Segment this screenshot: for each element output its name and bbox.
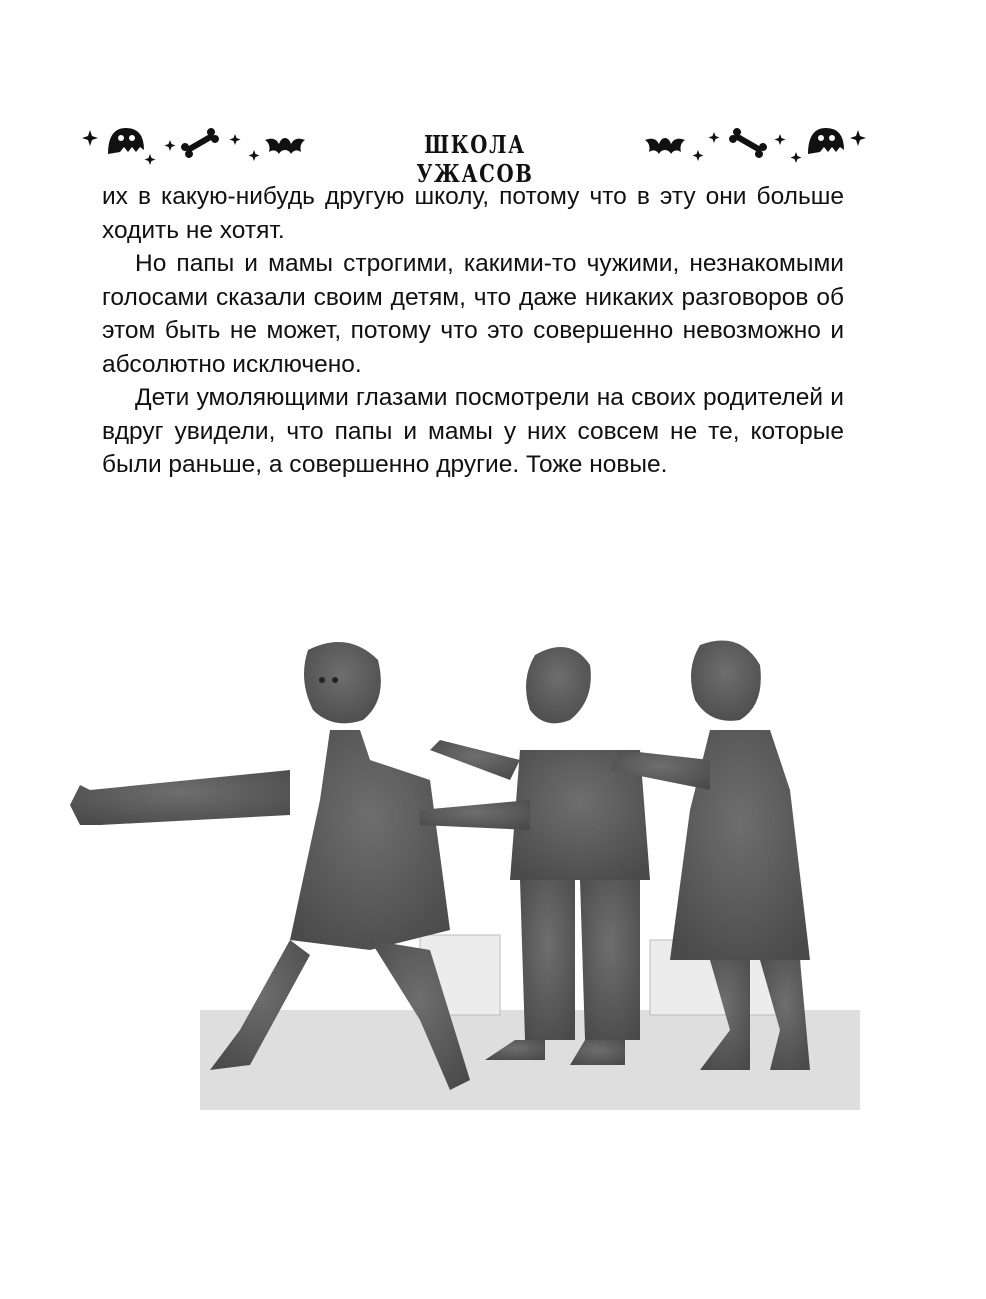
sparkle-icon	[145, 154, 156, 165]
paragraph: Но папы и мамы строгими, какими-то чужими, незнакомыми голосами сказали своим детям, что даже никаких разговоров об этом быть не может, потому что это совершенно невозможно и абсолютно исключено.	[102, 250, 844, 378]
sparkle-icon	[709, 132, 720, 143]
page-header	[80, 118, 870, 188]
sparkle-icon	[249, 150, 260, 161]
running-title: ШКОЛА УЖАСОВ	[416, 130, 534, 188]
sparkle-icon	[850, 130, 866, 146]
bat-icon	[645, 138, 685, 154]
header-ornament-right	[630, 118, 870, 168]
sparkle-icon	[693, 150, 704, 161]
sparkle-icon	[165, 140, 176, 151]
sparkle-icon	[82, 130, 98, 146]
sparkle-icon	[775, 134, 786, 145]
paragraph: Дети умоляющими глазами посмотрели на своих родителей и вдруг увидели, что папы и мамы у них совсем не те, которые были раньше, а совершенно другие. Тоже новые.	[102, 384, 844, 478]
paragraph-continuation: их в какую-нибудь другую школу, потому что в эту они больше ходить не хотят.	[102, 183, 844, 244]
bone-icon	[180, 127, 221, 160]
bone-icon	[728, 127, 769, 160]
ghost-icon	[808, 128, 844, 154]
ghost-icon	[108, 128, 144, 154]
sparkle-icon	[230, 134, 241, 145]
illustration-three-figures	[60, 600, 880, 1180]
sparkle-icon	[791, 152, 802, 163]
header-ornament-left	[80, 118, 320, 168]
bat-icon	[265, 138, 305, 154]
body-text	[102, 180, 844, 482]
